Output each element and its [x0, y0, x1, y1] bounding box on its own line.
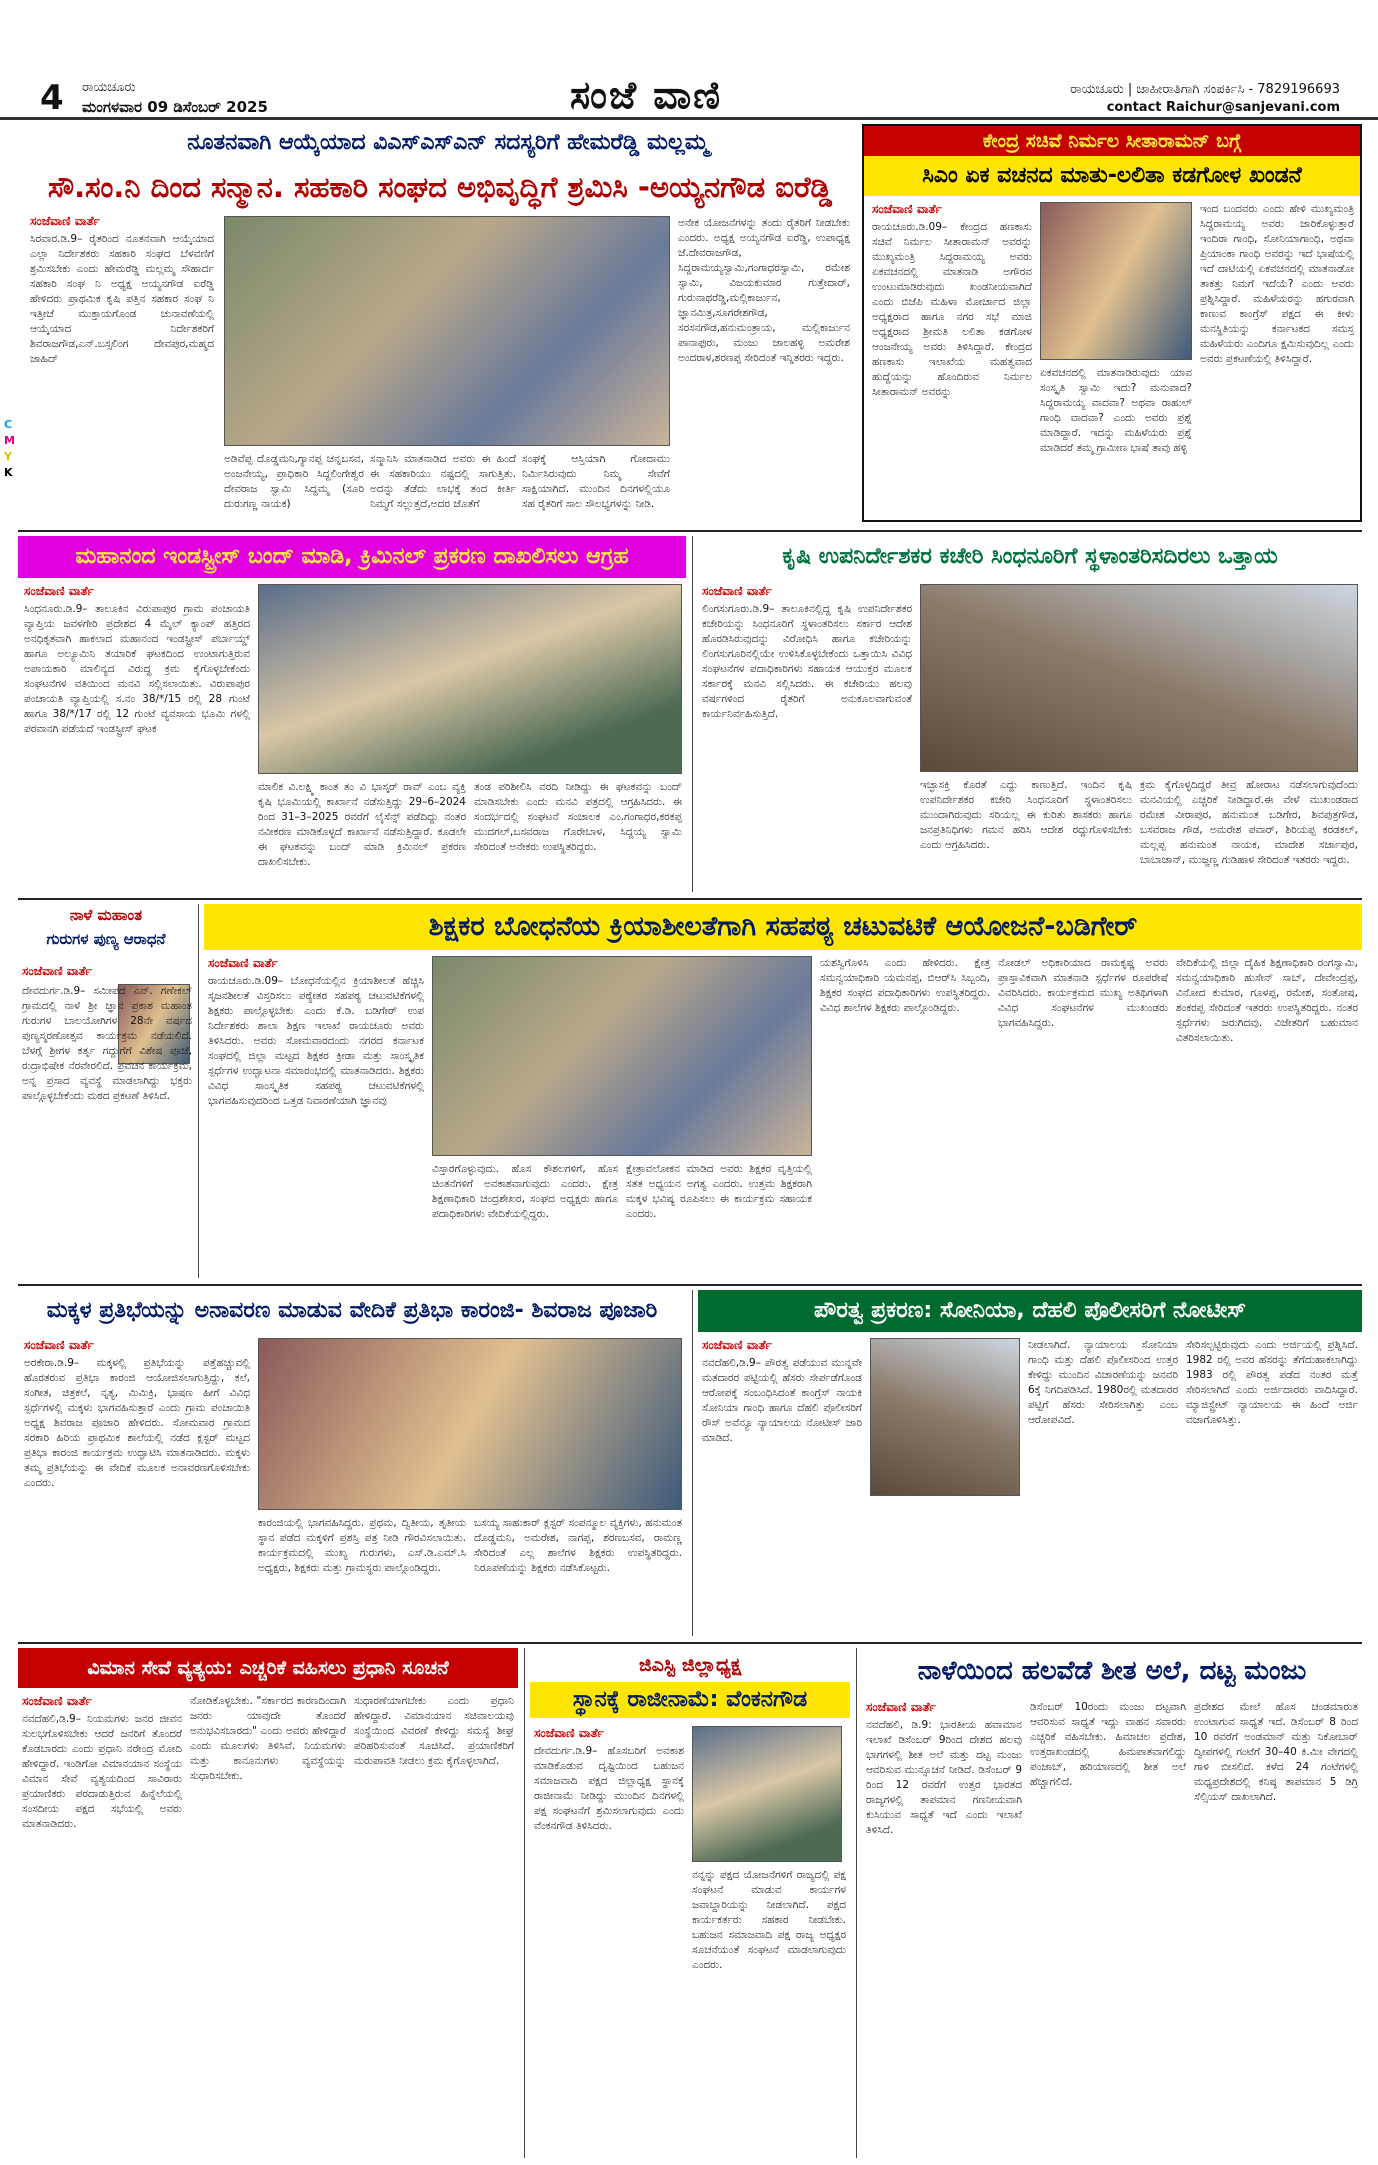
- divider: [856, 1648, 857, 2158]
- story2-kicker: ಕೇಂದ್ರ ಸಚಿವೆ ನಿರ್ಮಲ ಸೀತಾರಾಮನ್ ಬಗ್ಗೆ: [864, 126, 1360, 156]
- story8-photo: [870, 1338, 1020, 1496]
- story3-photo: [258, 584, 682, 774]
- story11-col1: ನವದೆಹಲಿ, ಡಿ.9: ಭಾರತೀಯ ಹವಾಮಾನ ಇಲಾಖೆ ಡಿಸೆಂಬರ್ 9ರಿಂದ ದೇಶದ ಹಲವು ಭಾಗಗಳಲ್ಲಿ ಶೀತ ಅಲೆ ಮತ್ತು ದಟ್ಟ ಮಂಜು ಆವರಿಸುವ ಮುನ್ಸೂಚನೆ ನೀಡಿದೆ. ಡಿಸೆಂಬರ್ 9 ರಿಂದ 12 ರವರೆಗೆ ಉತ್ತರ ಭಾರತದ ರಾಜ್ಯಗಳಲ್ಲಿ ತಾಪಮಾನ ಗಣನೀಯವಾಗಿ ಕುಸಿಯುವ ಸಾಧ್ಯತೆ ಇದೆ ಎಂದು ಇಲಾಖೆ ತಿಳಿಸಿದೆ.: [866, 1719, 1022, 1836]
- story-cold-wave: [862, 1648, 1362, 2158]
- story1-photo: [224, 216, 670, 446]
- story-citizenship-case: [698, 1290, 1362, 1636]
- story4-col1: ಲಿಂಗಸುಗೂರು.ಡಿ.9– ತಾಲೂಕಿನಲ್ಲಿದ್ದ ಕೃಷಿ ಉಪನಿರ್ದೇಶಕರ ಕಚೇರಿಯನ್ನು ಸಿಂಧನೂರಿಗೆ ಸ್ಥಳಾಂತರಿಸಲು ಸರ್ಕಾರ ಆದೇಶ ಹೊರಡಿಸಿರುವುದನ್ನು ವಿರೋಧಿಸಿ ಹಾಗೂ ಕಚೇರಿಯನ್ನು ಲಿಂಗಸುಗೂರಿನಲ್ಲಿಯೇ ಉಳಿಸಿಕೊಳ್ಳಬೇಕೆಂದು ಒತ್ತಾಯಿಸಿ ವಿವಿಧ ಸಂಘಟನೆಗಳ ಪದಾಧಿಕಾರಿಗಳು ಸಹಾಯಕ ಆಯುಕ್ತರ ಮೂಲಕ ಸರ್ಕಾರಕ್ಕೆ ಮನವಿ ಸಲ್ಲಿಸಿದರು. ಈ ಕಚೇರಿಯು ಹಲವು ವರ್ಷಗಳಿಂದ ರೈತರಿಗೆ ಅನುಕೂಲವಾಗುವಂತೆ ಕಾರ್ಯನಿರ್ವಹಿಸುತ್ತಿದೆ.: [702, 603, 912, 720]
- story10-byline: ಸಂಜೆವಾಣಿ ವಾರ್ತೆ: [534, 1726, 604, 1740]
- story7-headline: ಮಕ್ಕಳ ಪ್ರತಿಭೆಯನ್ನು ಅನಾವರಣ ಮಾಡುವ ವೇದಿಕೆ ಪ್ರತಿಭಾ ಕಾರಂಜಿ- ಶಿವರಾಜ ಪೂಜಾರಿ: [46, 1298, 658, 1323]
- story3-col1: ಸಿಂಧನೂರು.ಡಿ.9– ತಾಲೂಕಿನ ವಿರುಪಾಪುರ ಗ್ರಾಮ ಪಂಚಾಯತಿ ವ್ಯಾಪ್ತಿಯ ಜವಳಗೇರಿ ಪ್ರದೇಶದ 4 ಮೈಲ್ ಕ್ಯಾಂಪ್ ಹತ್ತಿರದ ಅನಧಿಕೃತವಾಗಿ ಹಾಕಲಾದ ಮಹಾನಂದ ಇಂಡಸ್ಟ್ರೀಸ್ ಪರ್ಬಾಯ್ಡ್ ಹಾಗೂ ಅಲ್ಯೂಮಿನಿ ತಯಾರಿಕೆ ಘಟಕದಿಂದ ಉಂಟಾಗುತ್ತಿರುವ ಅಪಾಯಕಾರಿ ಮಾಲಿನ್ಯದ ವಿರುದ್ಧ ಕ್ರಮ ಕೈಗೊಳ್ಳಬೇಕೆಂದು ಸಂಘಟನೆಗಳ ವತಿಯಿಂದ ಮನವಿ ಸಲ್ಲಿಸಲಾಯಿತು. ವಿರುಪಾಪುರ ಪಂಚಾಯತಿ ವ್ಯಾಪ್ತಿಯಲ್ಲಿ ಸ.ನಂ 38/*/15 ರಲ್ಲಿ 28 ಗುಂಟೆ ಹಾಗೂ 38/*/17 ರಲ್ಲಿ 12 ಗುಂಟೆ ವ್ಯವಸಾಯ ಭೂಮಿ ಗಳಲ್ಲಿ ಪರವಾನಗಿ ಪಡೆಯದೆ ಇಂಡಸ್ಟ್ರೀಸ್ ಘಟಕ: [24, 603, 250, 735]
- story10-headline: ಸ್ಥಾನಕ್ಕೆ ರಾಜೀನಾಮೆ: ವೆಂಕನಗೌಡ: [530, 1682, 850, 1718]
- divider: [18, 1642, 1362, 1644]
- story3-col3: ತಂಡ ಪರಿಶೀಲಿಸಿ ವರದಿ ನೀಡಿದ್ದು ಈ ಘಟಕವನ್ನು ಬಂದ್ ಮಾಡಿಸಬೇಕು ಎಂದು ಮನವಿ ಪತ್ರದಲ್ಲಿ ಆಗ್ರಹಿಸಿದರು. ಈ ಸಂದರ್ಭದಲ್ಲಿ ಸಂಘಟನೆ ಸಂಚಾಲಕ ಎಂ.ಗಂಗಾಧರ,ಕರಕಪ್ಪ ಮುದಗಲ್,ಬಸವರಾಜ ಗೊರೇಬಾಳ, ಸಿದ್ದಯ್ಯ ಸ್ವಾಮಿ ಸೇರಿದಂತೆ ಅನೇಕರು ಉಪಸ್ಥಿತರಿದ್ದರು.: [474, 781, 682, 853]
- story-agri-office: [698, 536, 1362, 892]
- story7-photo: [258, 1338, 682, 1510]
- story1-col1: ಸಿರವಾರ.ಡಿ.9– ರೈತರಿಂದ ನೂತನವಾಗಿ ಆಯ್ಕೆಯಾದ ಎಲ್ಲಾ ನಿರ್ದೇಶಕರು ಸಹಕಾರಿ ಸಂಘದ ಬೆಳವಣಿಗೆ ಶ್ರಮಿಸಬೇಕು ಎಂದು ಹೇಮರೆಡ್ಡಿ ಮಲ್ಲಮ್ಮ ಸೌಹಾರ್ದ ಸಹಕಾರಿ ಸಂಘ ನಿ ಅಧ್ಯಕ್ಷ ಅಯ್ಯನಗೌಡ ಐರೆಡ್ಡಿ ಹೇಳಿದರು ಪ್ರಾಥಮಿಕ ಕೃಷಿ ಪತ್ತಿನ ಸಹಕಾರ ಸಂಘ ನಿ ಇತ್ತೀಚೆ ಮುಕ್ತಾಯಗೊಂಡ ಚುನಾವಣೆಯಲ್ಲಿ ಆಯ್ಕೆಯಾದ ನಿರ್ದೇಶಕರಿಗೆ ಶಿವರಾಜಗೌಡ,ಎನ್.ಬಸ್ಸಲಿಂಗ ದೇವಪುರ,ಮಹ್ಮದ ಜಾಹಿದ್: [30, 233, 214, 365]
- story6-col1: ರಾಯಚೂರು.ಡಿ.09– ಬೋಧನೆಯಲ್ಲಿನ ಕ್ರಿಯಾಶೀಲತೆ ಹೆಚ್ಚಿಸಿ ಸೃಜನಶೀಲತೆ ವಿಸ್ತರಿಸಲು ಪಠ್ಯೇತರ ಸಹಪಠ್ಯ ಚಟುವಟಿಕೆಗಳಲ್ಲಿ ಶಿಕ್ಷಕರು ಪಾಲ್ಗೊಳ್ಳಬೇಕು ಎಂದು ಕೆ.ಡಿ. ಬಡಿಗೇರ್ ಉಪ ನಿರ್ದೇಶಕರು ಶಾಲಾ ಶಿಕ್ಷಣ ಇಲಾಖೆ ರಾಯಚೂರು ಅವರು ತಿಳಿಸಿದರು. ಅವರು ಸೋಮವಾರದಂದು ನಗರದ ಕರ್ನಾಟಕ ಸಂಘದಲ್ಲಿ ಜಿಲ್ಲಾ ಮಟ್ಟದ ಶಿಕ್ಷಕರ ಕ್ರೀಡಾ ಮತ್ತು ಸಾಂಸ್ಕೃತಿಕ ಸ್ಪರ್ಧೆಗಳ ಉದ್ಘಾಟನಾ ಸಮಾರಂಭದಲ್ಲಿ ಮಾತನಾಡಿದರು. ಶಿಕ್ಷಕರು ವಿವಿಧ ಸಾಂಸ್ಕೃತಿಕ ಸಹಪಠ್ಯ ಚಟುವಟಿಕೆಗಳಲ್ಲಿ ಭಾಗವಹಿಸುವುದರಿಂದ ಒತ್ತಡ ನಿವಾರಣೆಯಾಗಿ ಜ್ಞಾನವು: [208, 975, 424, 1107]
- story6-col3: ಕ್ಷೇತ್ರಾವಲೋಕನ ಮಾಡಿದ ಅವರು ಶಿಕ್ಷಕರ ವೃತ್ತಿಯಲ್ಲಿ ಸತತ ಅಧ್ಯಯನ ಅಗತ್ಯ ಎಂದರು. ಉತ್ತಮ ಶಿಕ್ಷಕರಾಗಿ ಮಕ್ಕಳ ಭವಿಷ್ಯ ರೂಪಿಸಲು ಈ ಕಾರ್ಯಕ್ರಮ ಸಹಾಯಕ ಎಂದರು.: [626, 1163, 812, 1220]
- story5-kicker2: ಗುರುಗಳ ಪುಣ್ಯ ಆರಾಧನೆ: [46, 930, 166, 948]
- cmyk-mark-c: C: [4, 418, 13, 431]
- story1-col5: ಅನೇಕ ಯೋಜನೆಗಳನ್ನು ತಂದು ರೈತರಿಗೆ ನೀಡಬೇಕು ಎಂದರು. ಅಧ್ಯಕ್ಷ ಅಯ್ಯನಗೌಡ ಐರೆಡ್ಡಿ, ಉಪಾಧ್ಯಕ್ಷ ಜೆ.ದೇವರಾಜಗೌಡ, ಸಿದ್ದರಾಮಯ್ಯಸ್ವಾಮಿ,ಗಂಗಾಧರಸ್ವಾಮಿ, ರಮೇಶ ಸ್ವಾಮಿ, ವಿಜಯಕುಮಾರ ಗುತ್ತೇದಾರ್, ಗುರುನಾಥರೆಡ್ಡಿ,ಮಲ್ಲಿಕಾರ್ಜುನ, ಜ್ಞಾನಮಿತ್ರ,ಸೂಗರೇಶಗೌಡ, ಸರಸನಗೌಡ,ಹನುಮಂತ್ರಾಯ, ಮಲ್ಲಿಕಾರ್ಜುನ ಪಾನಾಫುರು, ಮಂಜು ಜಾಲಹಳ್ಳಿ ಅಮರೇಶ ಅಂದರಾಳ,ಶರಣಪ್ಪ ಸೇರಿದಂತೆ ಇನ್ನಿತರರು ಇದ್ದರು.: [678, 217, 850, 364]
- story4-col3: ಕ್ರಮ ಕೈಗೊಳ್ಳದಿದ್ದರೆ ತೀವ್ರ ಹೋರಾಟ ನಡೆಸಲಾಗುವುದೆಂದು ಮನವಿಯಲ್ಲಿ ಎಚ್ಚರಿಕೆ ನೀಡಿದ್ದಾರೆ.ಈ ವೇಳೆ ಮುಖಂಡರಾದ ರಮೇಶ ವೀರಾಪುರ, ಹನುಮಂತ ಬಡಿಗೇರ, ಶಿವಪುತ್ರಗೌಡ, ಬಸವರಾಜ ಗೌಡ, ಅಮರೇಶ ಪವಾರ್, ಶಿರಿಯಪ್ಪ ಕರಡಕಲ್, ಮಲ್ಲಪ್ಪ ಹನುಮಂತ ನಾಯಕ, ಮಾದೇಶ ಸರ್ಜಾಪುರ, ಬಾಬಾಜಾನ್, ಮುಜ್ಜಣ್ಣ ಗುಡಿಹಾಳ ಸೇರಿದಂತೆ ಇತರರು ಇದ್ದರು.: [1140, 779, 1358, 866]
- divider: [18, 530, 1362, 532]
- story10-col2: ನನ್ನನ್ನು ಪಕ್ಷದ ಯೋಜನೆಗಳಿಗೆ ರಾಜ್ಯದಲ್ಲಿ ಪಕ್ಷ ಸಂಘಟನೆ ಮಾಡುವ ಕಾರ್ಯಗಳ ಜವಾಬ್ದಾರಿಯನ್ನು ನೀಡಲಾಗಿದೆ. ಪಕ್ಷದ ಕಾರ್ಯಕರ್ತರು ಸಹಕಾರ ನೀಡಬೇಕು. ಬಹುಜನ ಸಮಾಜವಾದಿ ಪಕ್ಷ ರಾಜ್ಯ ಅಧ್ಯಕ್ಷರ ಸೂಚನೆಯಂತೆ ಸಂಘಟನೆ ಮಾಡಲಾಗುವುದು ಎಂದರು.: [692, 1869, 846, 1971]
- story4-headline: ಕೃಷಿ ಉಪನಿರ್ದೇಶಕರ ಕಚೇರಿ ಸಿಂಧನೂರಿಗೆ ಸ್ಥಳಾಂತರಿಸದಿರಲು ಒತ್ತಾಯ: [782, 544, 1278, 569]
- story2-headline: ಸಿಎಂ ಏಕ ವಚನದ ಮಾತು-ಲಲಿತಾ ಕಡಗೋಳ ಖಂಡನೆ: [864, 156, 1360, 196]
- story9-byline: ಸಂಜೆವಾಣಿ ವಾರ್ತೆ: [22, 1694, 92, 1708]
- masthead: [0, 0, 1378, 120]
- story9-headline: ವಿಮಾನ ಸೇವೆ ವ್ಯತ್ಯಯ: ಎಚ್ಚರಿಕೆ ವಹಿಸಲು ಪ್ರಧಾನಿ ಸೂಚನೆ: [18, 1648, 518, 1688]
- story1-col2: ಅಡಿವೆಪ್ಪ ದೊಡ್ಡಮನಿ,ಗ್ಯಾನಪ್ಪ ಚನ್ನಬಸವ, ಅಂಜನೇಯ್ಯ, ಪ್ರಾಧಿಕಾರಿ ಸಿದ್ದಲಿಂಗೇಶ್ವರ ದೇವರಾಜ ಸ್ವಾಮಿ ಸಿದ್ದಮ್ಮ (ಸೂರಿ ದುರುಗಣ್ಣ ನಾಯಕ): [224, 453, 364, 510]
- story4-col2: ಇಚ್ಛಾಸಕ್ತಿ ಕೊರತೆ ಎದ್ದು ಕಾಣುತ್ತಿದೆ. ಇಂದಿನ ಕೃಷಿ ಉಪನಿರ್ದೇಶಕರ ಕಚೇರಿ ಸಿಂಧನೂರಿಗೆ ಸ್ಥಳಾಂತರಿಸಲು ಮುಂದಾಗಿರುವುದು ಸರಿಯಲ್ಲ ಈ ಕುರಿತು ಶಾಸಕರು ಹಾಗೂ ಜನಪ್ರತಿನಿಧಿಗಳು ಗಮನ ಹರಿಸಿ ಆದೇಶ ರದ್ದುಗೊಳಿಸಬೇಕು ಎಂದು ಆಗ್ರಹಿಸಿದರು.: [920, 779, 1132, 851]
- story6-col4: ಯಶಸ್ವಿಗೊಳಿಸಿ ಎಂದು ಹೇಳಿದರು. ಕ್ಷೇತ್ರ ಸಮನ್ವಯಾಧಿಕಾರಿ ಯಮನಪ್ಪ, ಬಿಆರ್‌ಸಿ ಸಿಬ್ಬಂದಿ, ಶಿಕ್ಷಕರ ಸಂಘದ ಪದಾಧಿಕಾರಿಗಳು ಉಪಸ್ಥಿತರಿದ್ದರು. ವಿವಿಧ ಶಾಲೆಗಳ ಶಿಕ್ಷಕರು ಪಾಲ್ಗೊಂಡಿದ್ದರು.: [820, 957, 990, 1014]
- cmyk-mark-k: K: [4, 466, 13, 479]
- divider: [18, 898, 1362, 900]
- story11-byline: ಸಂಜೆವಾಣಿ ವಾರ್ತೆ: [866, 1700, 936, 1714]
- story-mahananda: [18, 536, 686, 892]
- story2-col1: ರಾಯಚೂರು.ಡಿ.09– ಕೇಂದ್ರದ ಹಣಕಾಸು ಸಚಿವೆ ನಿರ್ಮಲ ಸೀತಾರಾಮನ್ ಅವರನ್ನು ಮುಖ್ಯಮಂತ್ರಿ ಸಿದ್ದರಾಮಯ್ಯ ಅವರು ಏಕವಚನದಲ್ಲಿ ಮಾತನಾಡಿ ಅಗೌರವ ಉಂಟುಮಾಡಿರುವುದು ಖಂಡನೀಯವಾಗಿದೆ ಎಂದು ಬಿಜೆಪಿ ಮಹಿಳಾ ಮೋರ್ಚಾದ ಜಿಲ್ಲಾ ಅಧ್ಯಕ್ಷರಾದ ಹಾಗೂ ನಗರ ಸಭೆ ಮಾಜಿ ಅಧ್ಯಕ್ಷರಾದ ಶ್ರೀಮತಿ ಲಲಿತಾ ಕಡಗೋಳ ಆಂಜನೇಯ್ಯ ಅವರು ತಿಳಿಸಿದ್ದಾರೆ. ಕೇಂದ್ರದ ಹಣಕಾಸು ಇಲಾಖೆಯ ಮಹತ್ವವಾದ ಹುದ್ದೆಯನ್ನು ಹೊಂದಿರುವ ನಿರ್ಮಲ ಸೀತಾರಾಮನ್ ಅವರನ್ನು: [872, 221, 1032, 398]
- story-felicitation: [18, 124, 854, 524]
- masthead-contact: ರಾಯಚೂರು | ಜಾಹೀರಾತಿಗಾಗಿ ಸಂಪರ್ಕಿಸಿ - 7829196693: [1070, 82, 1340, 97]
- divider: [18, 1284, 1362, 1286]
- story-flight-disruption: [18, 1648, 518, 2158]
- story9-col2: ನೋಡಿಕೊಳ್ಳಬೇಕು. "ಸರ್ಕಾರದ ಕಾರಣದಿಂದಾಗಿ ಜನರು ಯಾವುದೇ ತೊಂದರೆ ಅನುಭವಿಸಬಾರದು" ಎಂದು ಅವರು ಹೇಳಿದ್ದಾರೆ ಎಂದು ಮೂಲಗಳು ತಿಳಿಸಿವೆ. ನಿಯಮಗಳು ಮತ್ತು ಕಾನೂನುಗಳು ವ್ಯವಸ್ಥೆಯನ್ನು ಸುಧಾರಿಸಬೇಕು.: [190, 1695, 346, 1782]
- story3-col2: ಮಾಲಿಕ ವಿ.ಲಕ್ಷ್ಮಿ ಕಾಂತ ತಂ ವಿ ಭಾಸ್ಕರ್ ರಾವ್ ಎಂಬ ವ್ಯಕ್ತಿ ಕೃಷಿ ಭೂಮಿಯಲ್ಲಿ ಕಾರ್ಖಾನೆ ನಡೆಸುತ್ತಿದ್ದು 29–6–2024 ರಿಂದ 31–3–2025 ರವರೆಗೆ ಲೈಸೆನ್ಸ್ ಪಡೆದಿದ್ದು ನಂತರ ನವೀಕರಣ ಮಾಡಿಕೊಳ್ಳದೆ ಕಾರ್ಖಾನೆ ನಡೆಸುತ್ತಿದ್ದಾರೆ. ಕೂಡಲೇ ಈ ಘಟಕವನ್ನು ಬಂದ್ ಮಾಡಿ ಕ್ರಿಮಿನಲ್ ಪ್ರಕರಣ ದಾಖಲಿಸಬೇಕು.: [258, 781, 466, 868]
- story11-headline: ನಾಳೆಯಿಂದ ಹಲವೆಡೆ ಶೀತ ಅಲೆ, ದಟ್ಟ ಮಂಜು: [917, 1656, 1307, 1686]
- story3-byline: ಸಂಜೆವಾಣಿ ವಾರ್ತೆ: [24, 584, 94, 598]
- story2-byline: ಸಂಜೆವಾಣಿ ವಾರ್ತೆ: [872, 202, 942, 216]
- story6-byline: ಸಂಜೆವಾಣಿ ವಾರ್ತೆ: [208, 956, 278, 970]
- story2-portrait: [1040, 202, 1192, 360]
- story1-byline: ಸಂಜೆವಾಣಿ ವಾರ್ತೆ: [30, 214, 100, 228]
- story6-photo: [432, 956, 812, 1156]
- story6-headline: ಶಿಕ್ಷಕರ ಬೋಧನೆಯ ಕ್ರಿಯಾಶೀಲತೆಗಾಗಿ ಸಹಪಠ್ಯ ಚಟುವಟಿಕೆ ಆಯೋಜನೆ-ಬಡಿಗೇರ್: [204, 904, 1362, 950]
- story11-col2: ಡಿಸೆಂಬರ್ 10ರಂದು ಮಂಜು ದಟ್ಟವಾಗಿ ಆವರಿಸುವ ಸಾಧ್ಯತೆ ಇದ್ದು ವಾಹನ ಸವಾರರು ಎಚ್ಚರಿಕೆ ವಹಿಸಬೇಕು. ಹಿಮಾಚಲ ಪ್ರದೇಶ, ಉತ್ತರಾಖಂಡದಲ್ಲಿ ಹಿಮಪಾತವಾಗಲಿದ್ದು ಪಂಜಾಬ್, ಹರಿಯಾಣದಲ್ಲಿ ಶೀತ ಅಲೆ ಹೆಚ್ಚಾಗಲಿದೆ.: [1030, 1701, 1186, 1788]
- newspaper-logo: ಸಂಜೆ ವಾಣಿ: [570, 72, 723, 117]
- story1-col3: ಸನ್ಮಾನಿಸಿ ಮಾತನಾಡಿದ ಅವರು ಈ ಹಿಂದೆ ಈ ಸಹಕಾರಿಯು ನಷ್ಟದಲ್ಲಿ ಸಾಗುತ್ತಿತು. ಅದನ್ನು ತೆಡೆದು ಲಾಭಕ್ಕೆ ತಂದ ಕೀರ್ತಿ ನಿಮ್ಮಗೆ ಸಲ್ಲುತ್ತದೆ,ಅದರ ಜೊತೆಗೆ: [370, 453, 516, 510]
- cmyk-mark-y: Y: [4, 450, 12, 463]
- story9-col3: ಸುಧಾರಣೆಯಾಗಬೇಕು ಎಂದು ಪ್ರಧಾನಿ ಹೇಳಿದ್ದಾರೆ. ವಿಮಾನಯಾನ ಸಚಿವಾಲಯವು ಸಂಸ್ಥೆಯಿಂದ ವಿವರಣೆ ಕೇಳಿದ್ದು ಸಮಸ್ಯೆ ಶೀಘ್ರ ಪರಿಹರಿಸುವಂತೆ ಸೂಚಿಸಿದೆ. ಪ್ರಯಾಣಿಕರಿಗೆ ಮರುಪಾವತಿ ನೀಡಲು ಕ್ರಮ ಕೈಗೊಳ್ಳಲಾಗಿದೆ.: [354, 1695, 514, 1767]
- story6-col5: ನೋಡಲ್ ಅಧಿಕಾರಿಯಾದ ರಾಮಕೃಷ್ಣ ಅವರು ಪ್ರಾಸ್ತಾವಿಕವಾಗಿ ಮಾತನಾಡಿ ಸ್ಪರ್ಧೆಗಳ ರೂಪರೇಷೆ ವಿವರಿಸಿದರು. ಕಾರ್ಯಕ್ರಮದ ಮುಖ್ಯ ಅತಿಥಿಗಳಾಗಿ ವಿವಿಧ ಸಂಘಟನೆಗಳ ಮುಖಂಡರು ಭಾಗವಹಿಸಿದ್ದರು.: [998, 957, 1168, 1029]
- story10-kicker: ಜಿಎಸ್ಟಿ ಜಿಲ್ಲಾಧ್ಯಕ್ಷ: [638, 1654, 742, 1676]
- story10-portrait: [692, 1726, 842, 1862]
- story9-col1: ನವದೆಹಲಿ,ಡಿ.9– ನಿಯಮಗಳು ಜನರ ಜೀವನ ಸುಲಭಗೊಳಿಸಬೇಕು ಆದರೆ ಜನರಿಗೆ ತೊಂದರೆ ಕೊಡಬಾರದು ಎಂದು ಪ್ರಧಾನಿ ನರೇಂದ್ರ ಮೋದಿ ಹೇಳಿದ್ದಾರೆ. ಇಂಡಿಗೋ ವಿಮಾನಯಾನ ಸಂಸ್ಥೆಯ ವಿಮಾನ ಸೇವೆ ವ್ಯತ್ಯಯದಿಂದ ಸಾವಿರಾರು ಪ್ರಯಾಣಿಕರು ಪರದಾಡುತ್ತಿರುವ ಹಿನ್ನೆಲೆಯಲ್ಲಿ ಸಂಸದೀಯ ಪಕ್ಷದ ಸಭೆಯಲ್ಲಿ ಅವರು ಮಾತನಾಡಿದರು.: [22, 1713, 182, 1830]
- masthead-email: contact Raichur@sanjevani.com: [1106, 100, 1340, 115]
- story5-kicker1: ನಾಳೆ ಮಹಾಂತ: [69, 906, 143, 924]
- story10-col1: ದೇವದುರ್ಗ.ಡಿ.9– ಹೊಸಬರಿಗೆ ಅವಕಾಶ ಮಾಡಿಕೊಡುವ ದೃಷ್ಟಿಯಿಂದ ಬಹುಜನ ಸಮಾಜವಾದಿ ಪಕ್ಷದ ಜಿಲ್ಲಾಧ್ಯಕ್ಷ ಸ್ಥಾನಕ್ಕೆ ರಾಜೀನಾಮೆ ನೀಡಿದ್ದು ಮುಂದಿನ ದಿನಗಳಲ್ಲಿ ಪಕ್ಷ ಸಂಘಟನೆಗೆ ಶ್ರಮಿಸಲಾಗುವುದು ಎಂದು ವೆಂಕನಗೌಡ ತಿಳಿಸಿದರು.: [534, 1745, 684, 1832]
- story8-headline: ಪೌರತ್ವ ಪ್ರಕರಣ: ಸೋನಿಯಾ, ದೆಹಲಿ ಪೊಲೀಸರಿಗೆ ನೋಟೀಸ್: [698, 1290, 1362, 1332]
- cmyk-mark-m: M: [4, 434, 15, 447]
- divider: [692, 1290, 693, 1636]
- story7-byline: ಸಂಜೆವಾಣಿ ವಾರ್ತೆ: [24, 1338, 94, 1352]
- story11-col3: ಪ್ರದೇಶದ ಮೇಲೆ ಹೊಸ ಚಂಡಮಾರುತ ಉಂಟಾಗುವ ಸಾಧ್ಯತೆ ಇದೆ. ಡಿಸೆಂಬರ್ 8 ರಿಂದ 10 ರವರೆಗೆ ಅಂಡಮಾನ್ ಮತ್ತು ನಿಕೋಬಾರ್ ದ್ವೀಪಗಳಲ್ಲಿ ಗಂಟೆಗೆ 30–40 ಕಿ.ಮೀ ವೇಗದಲ್ಲಿ ಗಾಳಿ ಬೀಸಲಿದೆ. ಕಳೆದ 24 ಗಂಟೆಗಳಲ್ಲಿ ಮಧ್ಯಪ್ರದೇಶದಲ್ಲಿ ಕನಿಷ್ಠ ತಾಪಮಾನ 5 ಡಿಗ್ರಿ ಸೆಲ್ಸಿಯಸ್ ದಾಖಲಾಗಿದೆ.: [1194, 1701, 1358, 1803]
- story2-col2: ಏಕವಚನದಲ್ಲಿ ಮಾತನಾಡಿರುವುದು ಯಾವ ಸಂಸ್ಕೃತಿ ಸ್ವಾಮಿ ಇದು? ಮನುವಾದ? ಸಿದ್ದರಾಮಯ್ಯ ವಾದವಾ? ಅಥವಾ ರಾಹುಲ್ ಗಾಂಧಿ ವಾದವಾ? ಎಂದು ಅವರು ಪ್ರಶ್ನೆ ಮಾಡಿದ್ದಾರೆ. ಇದನ್ನು ಮಹಿಳೆಯರು ಪ್ರಶ್ನೆ ಮಾಡಿದರೆ ತಮ್ಮ ಗ್ರಾಮೀಣ ಭಾಷೆ ತಾವು ಹಳ್ಳಿ: [1040, 367, 1192, 454]
- story7-col2: ಕಾರಂಜಿಯಲ್ಲಿ ಭಾಗವಹಿಸಿದ್ದರು. ಪ್ರಥಮ, ದ್ವಿತೀಯ, ತೃತೀಯ ಸ್ಥಾನ ಪಡೆದ ಮಕ್ಕಳಿಗೆ ಪ್ರಶಸ್ತಿ ಪತ್ರ ನೀಡಿ ಗೌರವಿಸಲಾಯಿತು. ಕಾರ್ಯಕ್ರಮದಲ್ಲಿ ಮುಖ್ಯ ಗುರುಗಳು, ಎಸ್.ಡಿ.ಎಮ್.ಸಿ ಅಧ್ಯಕ್ಷರು, ಶಿಕ್ಷಕರು ಮತ್ತು ಗ್ರಾಮಸ್ಥರು ಪಾಲ್ಗೊಂಡಿದ್ದರು.: [258, 1517, 466, 1574]
- story1-kicker: ನೂತನವಾಗಿ ಆಯ್ಕೆಯಾದ ವಿಎಸ್‌ಎಸ್‌ಎನ್ ಸದಸ್ಯರಿಗೆ ಹೇಮರೆಡ್ಡಿ ಮಲ್ಲಮ್ಮ: [187, 130, 709, 155]
- masthead-place: ರಾಯಚೂರು: [82, 80, 136, 95]
- story-teachers: [204, 904, 1362, 1278]
- masthead-date: ಮಂಗಳವಾರ 09 ಡಿಸೆಂಬರ್ 2025: [82, 98, 268, 116]
- divider: [198, 904, 199, 1278]
- story5-byline: ಸಂಜೆವಾಣಿ ವಾರ್ತೆ: [22, 964, 92, 978]
- story1-col4: ಸಂಘಕ್ಕೆ ಆಸ್ತಿಯಾಗಿ ಗೋದಾಮು ನಿರ್ಮಿಸಿರುವುದು ನಿಮ್ಮ ಸೇವೆಗೆ ಸಾಕ್ಷಿಯಾಗಿದೆ. ಮುಂದಿನ ದಿನಗಳಲ್ಲಿಯೂ ಸಹ ರೈತರಿಗೆ ಸಾಲ ಸೌಲಭ್ಯಗಳನ್ನು ನೀಡಿ.: [522, 453, 670, 510]
- page-number: 4: [40, 78, 64, 118]
- story7-col1: ಅರಕೇರಾ.ಡಿ.9– ಮಕ್ಕಳಲ್ಲಿ ಪ್ರತಿಭೆಯನ್ನು ಪತ್ತೆಹಚ್ಚುವಲ್ಲಿ ಹೊರತರುವ ಪ್ರತಿಭಾ ಕಾರಂಜಿ ಆಯೋಜಿಸಲಾಗುತ್ತಿದ್ದು, ಕಲೆ, ಸಂಗೀತ, ಚಿತ್ರಕಲೆ, ನೃತ್ಯ, ಮಿಮಿಕ್ರಿ, ಭಾಷಣ ಹೀಗೆ ವಿವಿಧ ಸ್ಪರ್ಧೆಗಳಲ್ಲಿ ಮಕ್ಕಳು ಭಾಗವಹಿಸುತ್ತಾರೆ ಎಂದು ಗ್ರಾಮ ಪಂಚಾಯಿತಿ ಅಧ್ಯಕ್ಷ ಶಿವರಾಜ ಪೂಜಾರಿ ಹೇಳಿದರು. ಸೋಮವಾರ ಗ್ರಾಮದ ಸರಕಾರಿ ಹಿರಿಯ ಪ್ರಾಥಮಿಕ ಶಾಲೆಯಲ್ಲಿ ನಡೆದ ಕ್ಲಸ್ಟರ್ ಮಟ್ಟದ ಪ್ರತಿಭಾ ಕಾರಂಜಿ ಕಾರ್ಯಕ್ರಮ ಉದ್ಘಾಟಿಸಿ ಮಾತನಾಡಿದರು. ಮಕ್ಕಳು ತಮ್ಮ ಪ್ರತಿಭೆಯನ್ನು ಈ ವೇದಿಕೆ ಮೂಲಕ ಅನಾವರಣಗೊಳಿಸಬೇಕು ಎಂದರು.: [24, 1357, 250, 1489]
- story3-headline: ಮಹಾನಂದ ಇಂಡಸ್ಟ್ರೀಸ್ ಬಂದ್ ಮಾಡಿ, ಕ್ರಿಮಿನಲ್ ಪ್ರಕರಣ ದಾಖಲಿಸಲು ಆಗ್ರಹ: [18, 536, 686, 578]
- story6-col2: ವಿಸ್ತಾರಗೊಳ್ಳುವುದು. ಹೊಸ ಕೌಶಲಗಳಿಗೆ, ಹೊಸ ಚಿಂತನೆಗಳಿಗೆ ಅವಕಾಶವಾಗುವುದು ಎಂದರು. ಕ್ಷೇತ್ರ ಶಿಕ್ಷಣಾಧಿಕಾರಿ ಚಂದ್ರಶೇಖರ, ಸಂಘದ ಅಧ್ಯಕ್ಷರು ಹಾಗೂ ಪದಾಧಿಕಾರಿಗಳು ವೇದಿಕೆಯಲ್ಲಿದ್ದರು.: [432, 1163, 618, 1220]
- story-cm-remark: [862, 124, 1362, 522]
- story6-col6: ವೇದಿಕೆಯಲ್ಲಿ ಜಿಲ್ಲಾ ದೈಹಿಕ ಶಿಕ್ಷಣಾಧಿಕಾರಿ ರಂಗಸ್ವಾಮಿ, ಸಮನ್ವಯಾಧಿಕಾರಿ ಹುಸೇನ್ ಸಾಬ್, ದೇವೇಂದ್ರಪ್ಪ, ವಿನೋದ ಕುಮಾರ, ಗೂಳಪ್ಪ, ರಮೇಶ, ಸಂತೋಷ, ಶಂಕರಪ್ಪ ಸೇರಿದಂತೆ ಇತರರು ಉಪಸ್ಥಿತರಿದ್ದರು. ನಂತರ ಸ್ಪರ್ಧೆಗಳು ಜರುಗಿದವು. ವಿಜೇತರಿಗೆ ಬಹುಮಾನ ವಿತರಿಸಲಾಯಿತು.: [1176, 957, 1358, 1044]
- story8-byline: ಸಂಜೆವಾಣಿ ವಾರ್ತೆ: [702, 1338, 772, 1352]
- story-pratibha-karanji: [18, 1290, 686, 1636]
- divider: [524, 1648, 525, 2158]
- story8-col2: ನೀಡಲಾಗಿದೆ. ನ್ಯಾಯಾಲಯ ಸೋನಿಯಾ ಗಾಂಧಿ ಮತ್ತು ದೆಹಲಿ ಪೊಲೀಸರಿಂದ ಉತ್ತರ ಕೇಳಿದ್ದು ಮುಂದಿನ ವಿಚಾರಣೆಯನ್ನು ಜನವರಿ 6ಕ್ಕೆ ನಿಗದಿಪಡಿಸಿದೆ. 1980ರಲ್ಲಿ ಮತದಾರರ ಪಟ್ಟಿಗೆ ಹೆಸರು ಸೇರಿಸಲಾಗಿತ್ತು ಎಂಬ ಆರೋಪವಿದೆ.: [1028, 1339, 1178, 1426]
- story-resignation: [530, 1648, 850, 2158]
- story1-headline: ಸೌ.ಸಂ.ನಿ ದಿಂದ ಸನ್ಮಾನ. ಸಹಕಾರಿ ಸಂಘದ ಅಭಿವೃದ್ಧಿಗೆ ಶ್ರಮಿಸಿ -ಅಯ್ಯನಗೌಡ ಐರೆಡ್ಡಿ: [47, 170, 833, 204]
- story2-col3: ಇಂದ ಬಂದವರು ಎಂದು ಹೇಳಿ ಮುಖ್ಯಮಂತ್ರಿ ಸಿದ್ದರಾಮಯ್ಯ ಅವರು ಜಾರಿಕೊಳ್ಳುತ್ತಾರೆ ಇಂದಿರಾ ಗಾಂಧಿ, ಸೋನಿಯಾಗಾಂಧಿ, ಅಥವಾ ಪ್ರಿಯಾಂಕಾ ಗಾಂಧಿ ಅವರನ್ನು ಇದೆ ಭಾಷೆಯಲ್ಲಿ ಇದೆ ದಾಟಿಯಲ್ಲಿ ಏಕವಚನದಲ್ಲಿ ಮಾತನಾಡೋ ತಾಕತ್ತು ನಿಮಗೆ ಇದೆಯೆ? ಎಂದು ಅವರು ಪ್ರಶ್ನಿಸಿದ್ದಾರೆ. ಮಹಿಳೆಯರನ್ನು ಹಗುರವಾಗಿ ಕಾಣುವ ಕಾಂಗ್ರೆಸ್ ಪಕ್ಷದ ಈ ಕೀಳು ಮನಸ್ಥಿತಿಯನ್ನು ಕರ್ನಾಟಕದ ಸಮಸ್ತ ಮಹಿಳೆಯರು ಎಂದಿಗೂ ಕ್ಷಮಿಸುವುದಿಲ್ಲ ಎಂದು ಅವರು ಪ್ರಕಟಣೆಯಲ್ಲಿ ತಿಳಿಸಿದ್ದಾರೆ.: [1200, 203, 1354, 365]
- story7-col3: ಬಸಯ್ಯ ಸಾಹುಕಾರ್ ಕ್ಲಸ್ಟರ್ ಸಂಪನ್ಮೂಲ ವ್ಯಕ್ತಿಗಳು, ಹನುಮಂತ ದೊಡ್ಡಮನಿ, ಅಮರೇಶ, ನಾಗಪ್ಪ, ಶರಣಬಸವ, ರಾಮಣ್ಣ ಸೇರಿದಂತೆ ಎಲ್ಲ ಶಾಲೆಗಳ ಶಿಕ್ಷಕರು ಉಪಸ್ಥಿತರಿದ್ದರು. ನಿರೂಪಣೆಯನ್ನು ಶಿಕ್ಷಕರು ನಡೆಸಿಕೊಟ್ಟರು.: [474, 1517, 682, 1574]
- story-punya-aradhane: [18, 904, 194, 1278]
- story4-byline: ಸಂಜೆವಾಣಿ ವಾರ್ತೆ: [702, 584, 772, 598]
- story8-col3: ಸೇರಿಸಲ್ಪಟ್ಟಿರುವುದು ಎಂದು ಅರ್ಜಿಯಲ್ಲಿ ಪ್ರಶ್ನಿಸಿದೆ. 1982 ರಲ್ಲಿ ಅವರ ಹೆಸರನ್ನು ತೆಗೆದುಹಾಕಲಾಗಿದ್ದು 1983 ರಲ್ಲಿ ಪೌರತ್ವ ಪಡೆದ ನಂತರ ಮತ್ತೆ ಸೇರಿಸಲಾಗಿದೆ ಎಂದು ಅರ್ಜಿದಾರರು ವಾದಿಸಿದ್ದಾರೆ. ಮ್ಯಾಜಿಸ್ಟ್ರೇಟ್ ನ್ಯಾಯಾಲಯ ಈ ಹಿಂದೆ ಅರ್ಜಿ ವಜಾಗೊಳಿಸಿತ್ತು.: [1186, 1339, 1358, 1426]
- divider: [692, 536, 693, 892]
- story5-body: ದೇವದುರ್ಗ.ಡಿ.9– ಸಮೀಪದ ಎನ್. ಗಣೇಕಲ್ ಗ್ರಾಮದಲ್ಲಿ ನಾಳೆ ಶ್ರೀ ಜ್ಞಾನ ಪ್ರಕಾಶ ಮಹಾಂತ ಗುರುಗಳ ಬಾಲಯೋಗಿಗಳ 28ನೇ ವರ್ಷದ ಪುಣ್ಯಸ್ಮರಣೋತ್ಸವ ಕಾರ್ಯಕ್ರಮ ನಡೆಯಲಿದೆ. ಬೆಳಗ್ಗೆ ಶ್ರೀಗಳ ಕರ್ತೃ ಗದ್ದುಗೆಗೆ ವಿಶೇಷ ಪೂಜೆ, ರುದ್ರಾಭಿಷೇಕ ನೆರವೇರಲಿದೆ. ಪ್ರವಚನ ಕಾರ್ಯಕ್ರಮ, ಅನ್ನ ಪ್ರಸಾದ ವ್ಯವಸ್ಥೆ ಮಾಡಲಾಗಿದ್ದು ಭಕ್ತರು ಪಾಲ್ಗೊಳ್ಳಬೇಕೆಂದು ಮಠದ ಪ್ರಕಟಣೆ ತಿಳಿಸಿದೆ.: [22, 985, 192, 1102]
- story8-col1: ನವದೆಹಲಿ,ಡಿ.9– ಪೌರತ್ವ ಪಡೆಯುವ ಮುನ್ನವೇ ಮತದಾರರ ಪಟ್ಟಿಯಲ್ಲಿ ಹೆಸರು ಸೇರ್ಪಡೆಗೊಂಡ ಆರೋಪಕ್ಕೆ ಸಂಬಂಧಿಸಿದಂತೆ ಕಾಂಗ್ರೆಸ್ ನಾಯಕಿ ಸೋನಿಯಾ ಗಾಂಧಿ ಹಾಗೂ ದೆಹಲಿ ಪೊಲೀಸರಿಗೆ ರೌಸ್ ಅವೆನ್ಯೂ ನ್ಯಾಯಾಲಯ ನೋಟೀಸ್ ಜಾರಿ ಮಾಡಿದೆ.: [702, 1357, 862, 1444]
- story4-photo: [920, 584, 1358, 772]
